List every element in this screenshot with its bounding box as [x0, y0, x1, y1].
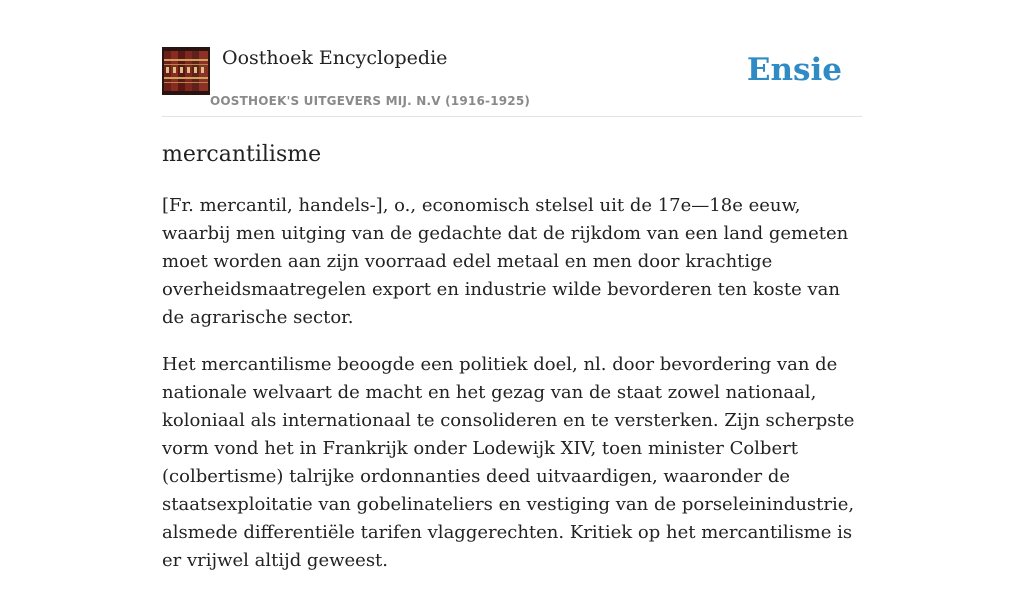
source-title[interactable]: Oosthoek Encyclopedie [222, 47, 448, 69]
article-paragraph: [Fr. mercantil, handels-], o., economisch stelsel uit de 17e—18e eeuw, waarbij men uitging van de gedachte dat de rijkdom van een land gemeten moet worden aan zijn voorraad edel metaal en men door krachtige overheidsmaatregelen export en industrie wilde bevorderen ten koste van de agrarische sector. [162, 195, 849, 328]
header [162, 46, 862, 117]
article-paragraph: Het mercantilisme beoogde een politiek doel, nl. door bevordering van de nationale welvaart de macht en het gezag van de staat zowel nationaal, koloniaal als internationaal te consolideren en te versterken. Zijn scherpste vorm vond het in Frankrijk onder Lodewijk XIV, toen minister Colbert (colbertisme) talrijke ordonnanties deed uitvaardigen, waaronder de staatsexploitatie van gobelinateliers en vestiging van de porseleinindustrie, alsmede differentiële tarifen vlaggerechten. Kritiek op het mercantilisme is er vrijwel altijd geweest. [162, 354, 855, 571]
entry-title: mercantilisme [162, 142, 322, 167]
article-body [162, 192, 866, 594]
brand-logo-link[interactable]: Ensie [746, 52, 842, 88]
encyclopedia-books-icon[interactable] [162, 47, 210, 95]
source-subtitle: OOSTHOEK'S UITGEVERS MIJ. N.V (1916-1925) [210, 94, 531, 108]
